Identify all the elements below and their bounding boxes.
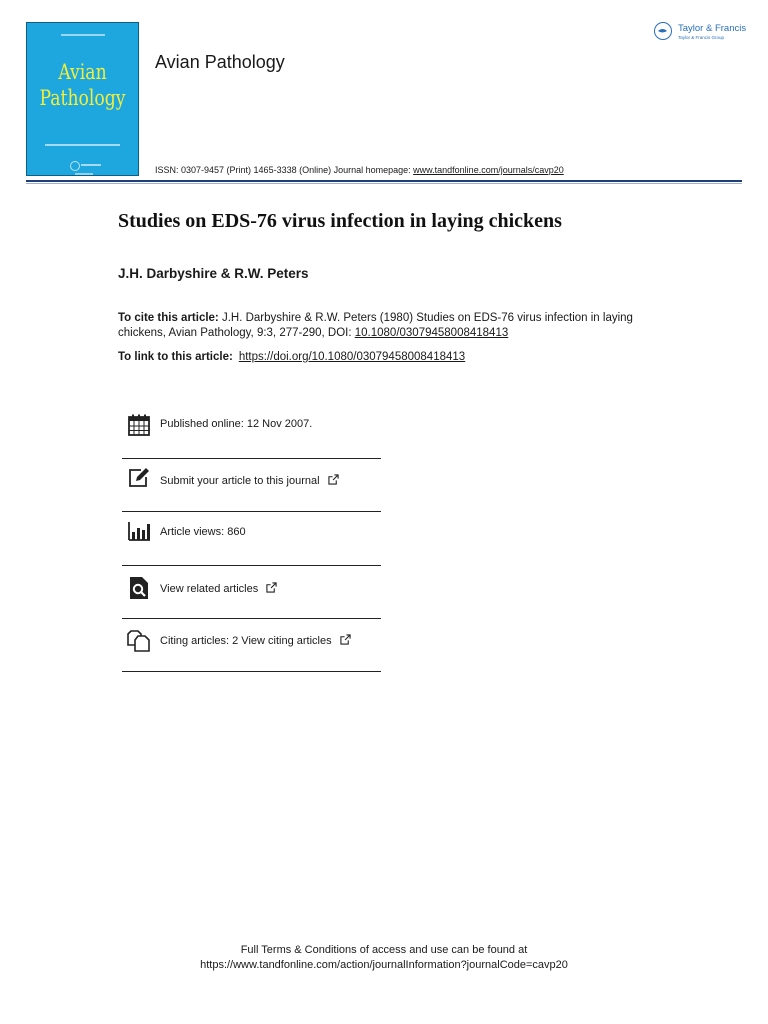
bar-chart-icon xyxy=(127,519,151,543)
article-title: Studies on EDS-76 virus infection in laying chickens xyxy=(118,210,562,232)
publisher-group: Taylor & Francis Group xyxy=(678,35,725,40)
published-online-text: Published online: 12 Nov 2007. xyxy=(160,418,313,430)
cite-label: To cite this article: xyxy=(118,312,219,324)
article-meta-list xyxy=(122,398,381,672)
journal-cover-image xyxy=(26,22,139,176)
citing-documents-icon xyxy=(127,628,151,652)
terms-link[interactable]: https://www.tandfonline.com/action/journalInformation?journalCode=cavp20 xyxy=(200,959,568,971)
article-url-link[interactable]: https://doi.org/10.1080/03079458008418413 xyxy=(238,351,466,363)
related-articles-row[interactable] xyxy=(122,566,381,619)
citing-articles-row[interactable] xyxy=(122,619,381,672)
article-views-row xyxy=(122,512,381,566)
external-link-icon xyxy=(266,582,277,593)
published-online-row xyxy=(122,398,381,459)
external-link-icon xyxy=(328,474,339,485)
doi-link[interactable]: 10.1080/03079458008418413 xyxy=(354,327,509,339)
terms-footer xyxy=(0,943,768,973)
submit-article-row[interactable] xyxy=(122,459,381,512)
related-articles-link[interactable]: View related articles xyxy=(160,583,259,595)
header-divider-thin xyxy=(26,183,742,184)
external-link-icon xyxy=(340,634,351,645)
publisher-emblem-icon xyxy=(654,22,672,40)
journal-homepage-link[interactable]: www.tandfonline.com/journals/cavp20 xyxy=(413,165,564,175)
issn-line xyxy=(155,165,564,175)
journal-title: Avian Pathology xyxy=(155,52,285,72)
header-divider xyxy=(26,180,742,182)
edit-icon xyxy=(127,466,151,490)
document-search-icon xyxy=(127,576,151,600)
citation-block xyxy=(118,311,658,341)
terms-text: Full Terms & Conditions of access and use can be found at xyxy=(240,944,528,956)
calendar-icon xyxy=(127,413,151,437)
cite-text: J.H. Darbyshire & R.W. Peters (1980) Studies on EDS-76 virus infection in laying chickens, Avian Pathology, 9:3, 277-290, DOI: xyxy=(118,312,633,339)
submit-article-link[interactable]: Submit your article to this journal xyxy=(160,475,320,487)
article-views-text: Article views: 860 xyxy=(160,526,246,538)
issn-text: ISSN: 0307-9457 (Print) 1465-3338 (Online) Journal homepage: xyxy=(155,165,414,175)
cover-title: Avian Pathology xyxy=(39,60,126,110)
citing-articles-link[interactable]: Citing articles: 2 View citing articles xyxy=(160,635,332,647)
article-link-line xyxy=(118,351,465,363)
link-label: To link to this article: xyxy=(118,351,233,363)
publisher-name: Taylor & Francis xyxy=(678,23,747,34)
article-authors: J.H. Darbyshire & R.W. Peters xyxy=(118,266,309,281)
